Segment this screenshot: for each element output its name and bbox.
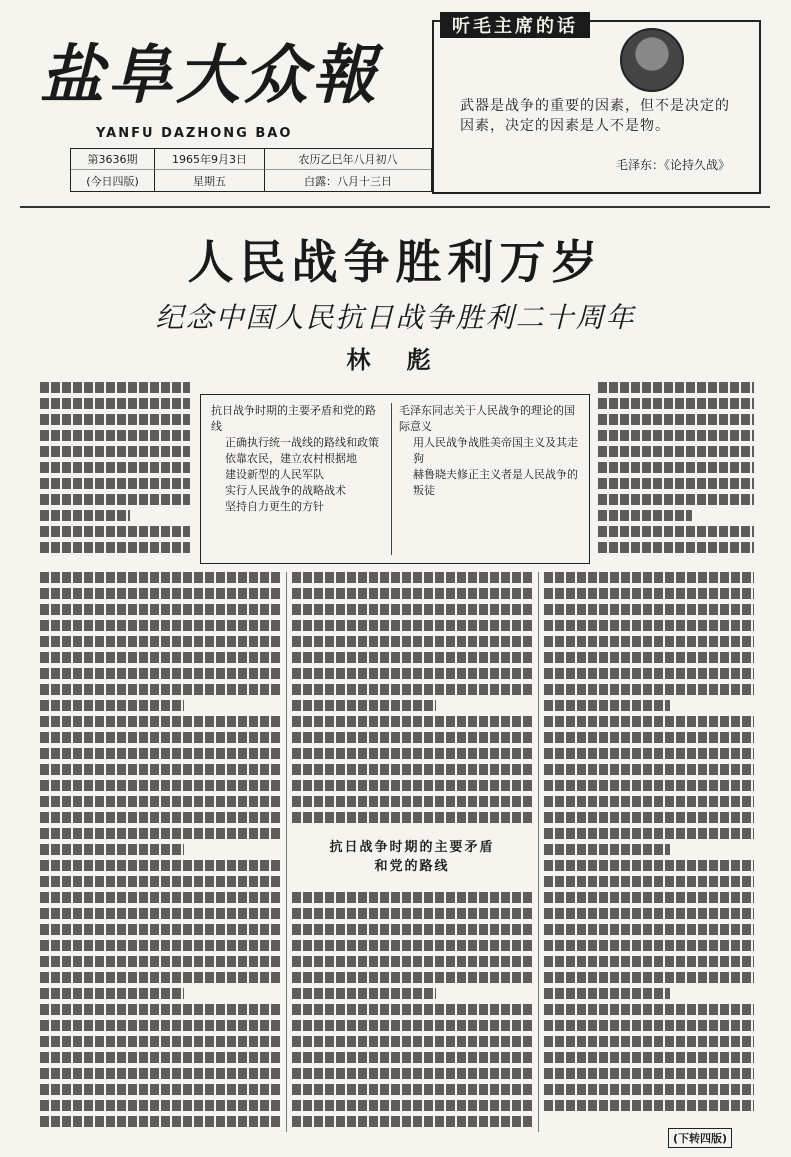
text-line bbox=[292, 604, 532, 615]
text-line bbox=[598, 462, 754, 473]
text-line bbox=[544, 892, 754, 903]
text-line bbox=[292, 732, 532, 743]
text-line bbox=[40, 876, 280, 887]
text-line bbox=[40, 1068, 280, 1079]
text-line bbox=[40, 1004, 280, 1015]
contents-divider bbox=[391, 403, 392, 555]
text-line bbox=[40, 572, 280, 583]
text-line bbox=[544, 700, 670, 711]
text-line bbox=[544, 1084, 754, 1095]
text-line bbox=[292, 700, 436, 711]
text-line bbox=[292, 972, 532, 983]
text-line bbox=[292, 892, 532, 903]
weekday: 星期五 bbox=[155, 170, 265, 191]
text-line bbox=[40, 748, 280, 759]
text-line bbox=[598, 510, 692, 521]
text-line bbox=[40, 940, 280, 951]
text-line bbox=[40, 972, 280, 983]
text-line bbox=[544, 1100, 754, 1111]
text-line bbox=[544, 716, 754, 727]
text-line bbox=[292, 588, 532, 599]
text-line bbox=[292, 716, 532, 727]
text-line bbox=[292, 1100, 532, 1111]
text-line bbox=[292, 572, 532, 583]
text-line bbox=[40, 924, 280, 935]
text-line bbox=[544, 620, 754, 631]
text-line bbox=[40, 414, 190, 425]
edition-count: (今日四版) bbox=[71, 170, 155, 191]
text-line bbox=[40, 494, 190, 505]
text-line bbox=[40, 764, 280, 775]
text-line bbox=[40, 844, 184, 855]
text-line bbox=[40, 510, 130, 521]
contents-entry: 毛泽东同志关于人民战争的理论的国际意义 bbox=[399, 404, 575, 433]
text-line bbox=[544, 652, 754, 663]
sub-headline: 纪念中国人民抗日战争胜利二十周年 bbox=[155, 301, 636, 334]
text-line bbox=[292, 636, 532, 647]
text-line bbox=[40, 780, 280, 791]
article-column-1a bbox=[40, 382, 190, 558]
text-line bbox=[40, 382, 190, 393]
issue-date: 1965年9月3日 bbox=[155, 149, 265, 170]
article-column-3a bbox=[598, 382, 754, 558]
text-line bbox=[544, 924, 754, 935]
text-line bbox=[292, 620, 532, 631]
text-line bbox=[40, 1100, 280, 1111]
contents-entry: 抗日战争时期的主要矛盾和党的路线 bbox=[211, 404, 376, 433]
text-line bbox=[598, 542, 754, 553]
text-line bbox=[544, 1004, 754, 1015]
section-heading-line-1: 抗日战争时期的主要矛盾 bbox=[329, 840, 495, 855]
text-line bbox=[40, 1020, 280, 1031]
text-line bbox=[292, 1052, 532, 1063]
text-line bbox=[40, 526, 190, 537]
column-rule-2 bbox=[538, 572, 539, 1132]
text-line bbox=[292, 748, 532, 759]
text-line bbox=[40, 478, 190, 489]
text-line bbox=[544, 764, 754, 775]
contents-right-column bbox=[399, 403, 581, 499]
portrait-icon bbox=[620, 28, 684, 92]
text-line bbox=[292, 908, 532, 919]
text-line bbox=[40, 430, 190, 441]
text-line bbox=[40, 668, 280, 679]
text-line bbox=[40, 700, 184, 711]
contents-entry: 实行人民战争的战略战术 bbox=[225, 484, 346, 497]
text-line bbox=[40, 828, 280, 839]
text-line bbox=[544, 780, 754, 791]
text-line bbox=[544, 796, 754, 807]
text-line bbox=[40, 716, 280, 727]
text-line bbox=[544, 1020, 754, 1031]
text-line bbox=[544, 668, 754, 679]
text-line bbox=[544, 588, 754, 599]
text-line bbox=[292, 684, 532, 695]
text-line bbox=[40, 462, 190, 473]
text-line bbox=[598, 398, 754, 409]
text-line bbox=[40, 542, 190, 553]
text-line bbox=[292, 764, 532, 775]
text-line bbox=[544, 940, 754, 951]
quotation-tab: 听毛主席的话 bbox=[440, 12, 590, 38]
column-rule-1 bbox=[286, 572, 287, 1132]
text-line bbox=[40, 1052, 280, 1063]
text-line bbox=[598, 446, 754, 457]
text-line bbox=[292, 668, 532, 679]
text-line bbox=[544, 684, 754, 695]
text-line bbox=[292, 924, 532, 935]
text-line bbox=[544, 860, 754, 871]
text-line bbox=[598, 478, 754, 489]
text-line bbox=[598, 430, 754, 441]
text-line bbox=[292, 1068, 532, 1079]
text-line bbox=[544, 972, 754, 983]
contents-entry: 建设新型的人民军队 bbox=[225, 468, 324, 481]
text-line bbox=[598, 494, 754, 505]
text-line bbox=[544, 636, 754, 647]
quotation-attribution: 毛泽东：《论持久战》 bbox=[615, 158, 730, 172]
masthead-divider bbox=[20, 206, 770, 208]
text-line bbox=[544, 748, 754, 759]
contents-entry: 依靠农民，建立农村根据地 bbox=[225, 452, 357, 465]
text-line bbox=[40, 1036, 280, 1047]
lunar-date: 农历乙巳年八月初八 bbox=[265, 149, 431, 170]
text-line bbox=[292, 988, 436, 999]
article-column-1b bbox=[40, 572, 280, 1132]
quotation-text: 武器是战争的重要的因素，但不是决定的因素，决定的因素是人不是物。 bbox=[460, 98, 730, 134]
text-line bbox=[544, 572, 754, 583]
issue-number: 第3636期 bbox=[71, 149, 155, 170]
text-line bbox=[40, 588, 280, 599]
contents-box bbox=[200, 394, 590, 564]
text-line bbox=[40, 812, 280, 823]
article-column-3b bbox=[544, 572, 754, 1116]
text-line bbox=[544, 988, 670, 999]
author-byline: 林 彪 bbox=[346, 345, 445, 374]
issue-info-table bbox=[70, 148, 432, 192]
newspaper-romanized-title: YANFU DAZHONG BAO bbox=[96, 126, 293, 141]
text-line bbox=[544, 812, 754, 823]
text-line bbox=[598, 526, 754, 537]
text-line bbox=[292, 1084, 532, 1095]
contents-entry: 用人民战争战胜美帝国主义及其走狗 bbox=[413, 436, 578, 465]
section-heading-line-2: 和党的路线 bbox=[374, 859, 450, 874]
section-heading bbox=[292, 836, 532, 874]
text-line bbox=[544, 876, 754, 887]
text-line bbox=[40, 1116, 280, 1127]
text-line bbox=[292, 812, 532, 823]
text-line bbox=[40, 684, 280, 695]
text-line bbox=[292, 1036, 532, 1047]
text-line bbox=[40, 652, 280, 663]
text-line bbox=[544, 956, 754, 967]
text-line bbox=[292, 1004, 532, 1015]
contents-entry: 正确执行统一战线的路线和政策 bbox=[225, 436, 379, 449]
text-line bbox=[40, 732, 280, 743]
text-line bbox=[40, 636, 280, 647]
text-line bbox=[40, 892, 280, 903]
text-line bbox=[292, 652, 532, 663]
text-line bbox=[40, 398, 190, 409]
text-line bbox=[292, 956, 532, 967]
text-line bbox=[292, 780, 532, 791]
text-line bbox=[292, 1116, 532, 1127]
text-line bbox=[40, 1084, 280, 1095]
text-line bbox=[40, 796, 280, 807]
text-line bbox=[544, 908, 754, 919]
text-line bbox=[598, 382, 754, 393]
text-line bbox=[544, 1052, 754, 1063]
text-line bbox=[598, 414, 754, 425]
text-line bbox=[544, 1036, 754, 1047]
text-line bbox=[40, 446, 190, 457]
solar-term: 白露：八月十三日 bbox=[304, 174, 392, 188]
text-line bbox=[40, 988, 184, 999]
continued-tag: (下转四版) bbox=[668, 1128, 732, 1148]
text-line bbox=[40, 956, 280, 967]
text-line bbox=[292, 1020, 532, 1031]
text-line bbox=[292, 940, 532, 951]
text-line bbox=[544, 844, 670, 855]
text-line bbox=[40, 620, 280, 631]
text-line bbox=[544, 732, 754, 743]
text-line bbox=[544, 1068, 754, 1079]
contents-entry: 坚持自力更生的方针 bbox=[225, 500, 324, 513]
text-line bbox=[40, 604, 280, 615]
text-line bbox=[40, 908, 280, 919]
text-line bbox=[40, 860, 280, 871]
text-line bbox=[292, 796, 532, 807]
contents-left-column bbox=[211, 403, 386, 515]
text-line bbox=[544, 604, 754, 615]
main-headline: 人民战争胜利万岁 bbox=[187, 235, 604, 289]
text-line bbox=[544, 828, 754, 839]
contents-entry: 赫鲁晓夫修正主义者是人民战争的叛徒 bbox=[413, 468, 578, 497]
newspaper-title: 盐阜大众報 bbox=[40, 38, 380, 113]
